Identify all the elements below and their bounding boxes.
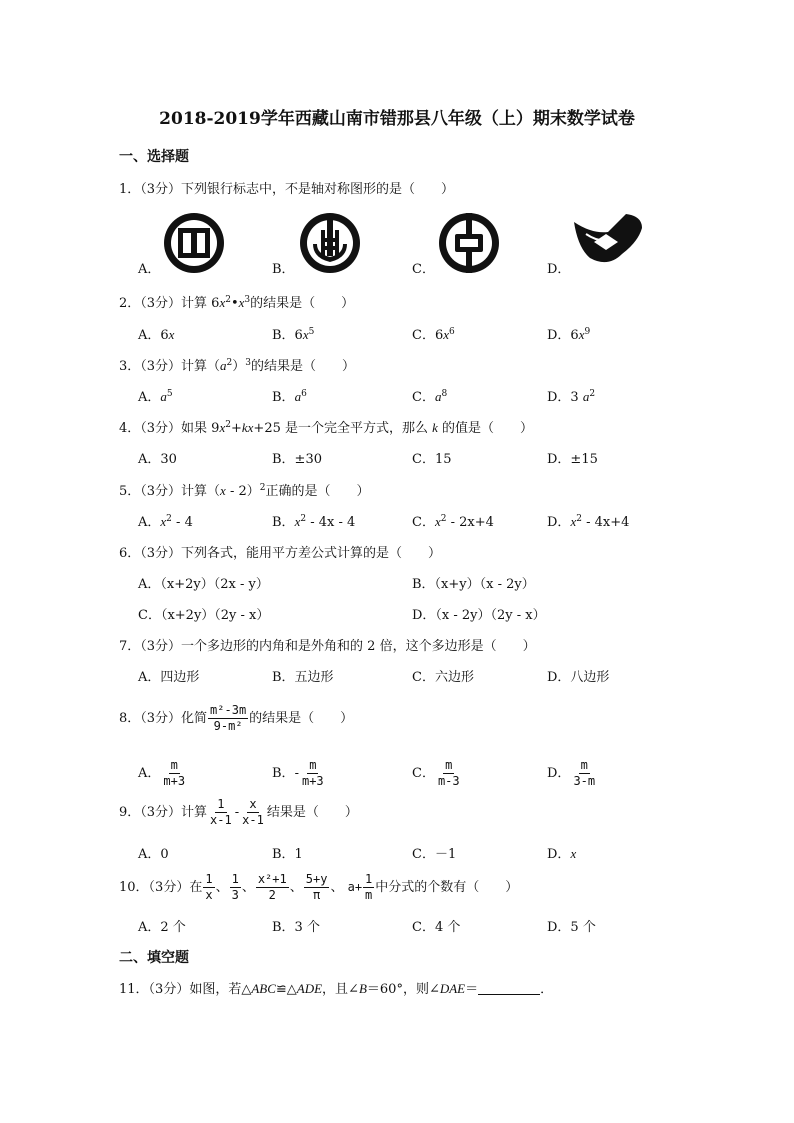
agricultural-bank-logo-icon	[299, 210, 361, 274]
q5-option-b: B．$x^2 - 4x - 4$	[272, 514, 356, 530]
q4-option-b: B．±30	[272, 452, 322, 467]
icbc-logo-icon	[163, 212, 225, 274]
question-6: 6．（3分）下列各式，能用平方差公式计算的是（ ）	[119, 546, 442, 561]
question-3: 3．（3分）计算$(a^2)^3$的结果是（ ）	[119, 358, 356, 374]
q9-option-b: B．1	[272, 847, 303, 862]
q4-option-d: D．±15	[547, 452, 598, 467]
q10-option-d: D．5 个	[547, 920, 596, 935]
q9-option-a: A．0	[138, 847, 169, 862]
q2-option-b: B．$6x^5$	[272, 327, 315, 343]
q6-option-a: A．（x+2y）（2x - y）	[138, 577, 269, 592]
section-fill-blank: 二、填空题	[119, 950, 189, 966]
question-9: 9．（3分）计算 $\frac{1}{x-1}$ - $\frac{x}{x-1}$ 结果是（ ）	[119, 797, 358, 827]
q10-option-b: B．3 个	[272, 920, 320, 935]
q9-option-c: C．－1	[412, 847, 457, 862]
q7-option-a: A．四边形	[138, 670, 200, 685]
q3-option-c: C．$a^8$	[412, 389, 448, 405]
question-4: 4．（3分）如果 $9x^2+kx+25$ 是一个完全平方式，那么 k 的值是（ ）	[119, 420, 534, 436]
q10-option-a: A．2 个	[138, 920, 186, 935]
q8-fraction: $\frac{\text{m²-3m}}{\text{9-m²}}$	[210, 703, 247, 733]
q4-option-a: A．30	[138, 452, 177, 467]
q6-option-b: B．（x+y）（x - 2y）	[412, 577, 535, 592]
question-11: 11．（3分）如图，若△ABC≌△ADE，且∠B＝60°，则∠DAE＝ ．	[119, 981, 554, 997]
question-2: 2．（3分）计算 $6x^2•x^3$的结果是（ ）	[119, 295, 355, 311]
question-5: 5．（3分）计算（x - 2）$^2$正确的是（ ）	[119, 483, 370, 499]
question-1: 1．（3分）下列银行标志中，不是轴对称图形的是（ ）	[119, 182, 455, 197]
page-title: 2018-2019学年西藏山南市错那县八年级（上）期末数学试卷	[159, 109, 635, 129]
q10-option-c: C．4 个	[412, 920, 461, 935]
q1-option-a-label: A．	[138, 262, 161, 277]
q3-option-d: D．3 $a^2$	[547, 389, 596, 405]
q2-option-a: A．6x	[138, 327, 175, 343]
q5-option-d: D．$x^2 - 4x+4$	[547, 514, 630, 530]
q1-option-d-label: D．	[547, 262, 571, 277]
construction-bank-logo-icon	[572, 212, 644, 270]
q6-option-d: D．（x - 2y）（2y - x）	[412, 608, 546, 623]
q8-option-b: B．- $\frac{m}{m+3}$	[272, 758, 324, 788]
q2-option-d: D．$6x^9$	[547, 327, 591, 343]
q8-option-c: C． $\frac{m}{m-3}$	[412, 758, 460, 788]
question-8: 8．（3分）化简 $\frac{\text{m²-3m}}{\text{9-m²}}$ 的结果是（ ）	[119, 703, 354, 733]
section-choice: 一、选择题	[119, 149, 189, 165]
q4-option-c: C．15	[412, 452, 452, 467]
q7-option-c: C．六边形	[412, 670, 474, 685]
q8-option-a: A． $\frac{m}{m+3}$	[138, 758, 186, 788]
q3-option-b: B．$a^6$	[272, 389, 307, 405]
q1-option-b-label: B．	[272, 262, 295, 277]
question-10: 10．（3分）在 $\frac{1}{x}$ 、 $\frac{1}{3}$ 、 $\frac{\text{x²+1}}{2}$ 、 $\frac{5+y}{\pi}$ 、 a+ $\frac{1}{m}$ 中分式的个数有（ ）	[119, 872, 519, 902]
question-7: 7．（3分）一个多边形的内角和是外角和的 2 倍，这个多边形是（ ）	[119, 639, 536, 654]
q7-option-d: D．八边形	[547, 670, 610, 685]
q9-option-d: D．x	[547, 846, 577, 862]
q5-option-a: A．$x^2 - 4$	[138, 514, 193, 530]
q6-option-c: C．（x+2y）（2y - x）	[138, 608, 270, 623]
q8-option-d: D． $\frac{m}{3-m}$	[547, 758, 596, 788]
q5-option-c: C．$x^2 - 2x+4$	[412, 514, 494, 530]
q1-option-c-label: C．	[412, 262, 435, 277]
q7-option-b: B．五边形	[272, 670, 334, 685]
answer-blank[interactable]	[478, 981, 540, 995]
q3-option-a: A．$a^5$	[138, 389, 173, 405]
bank-of-china-logo-icon	[438, 210, 500, 274]
q2-option-c: C．$6x^6$	[412, 327, 455, 343]
